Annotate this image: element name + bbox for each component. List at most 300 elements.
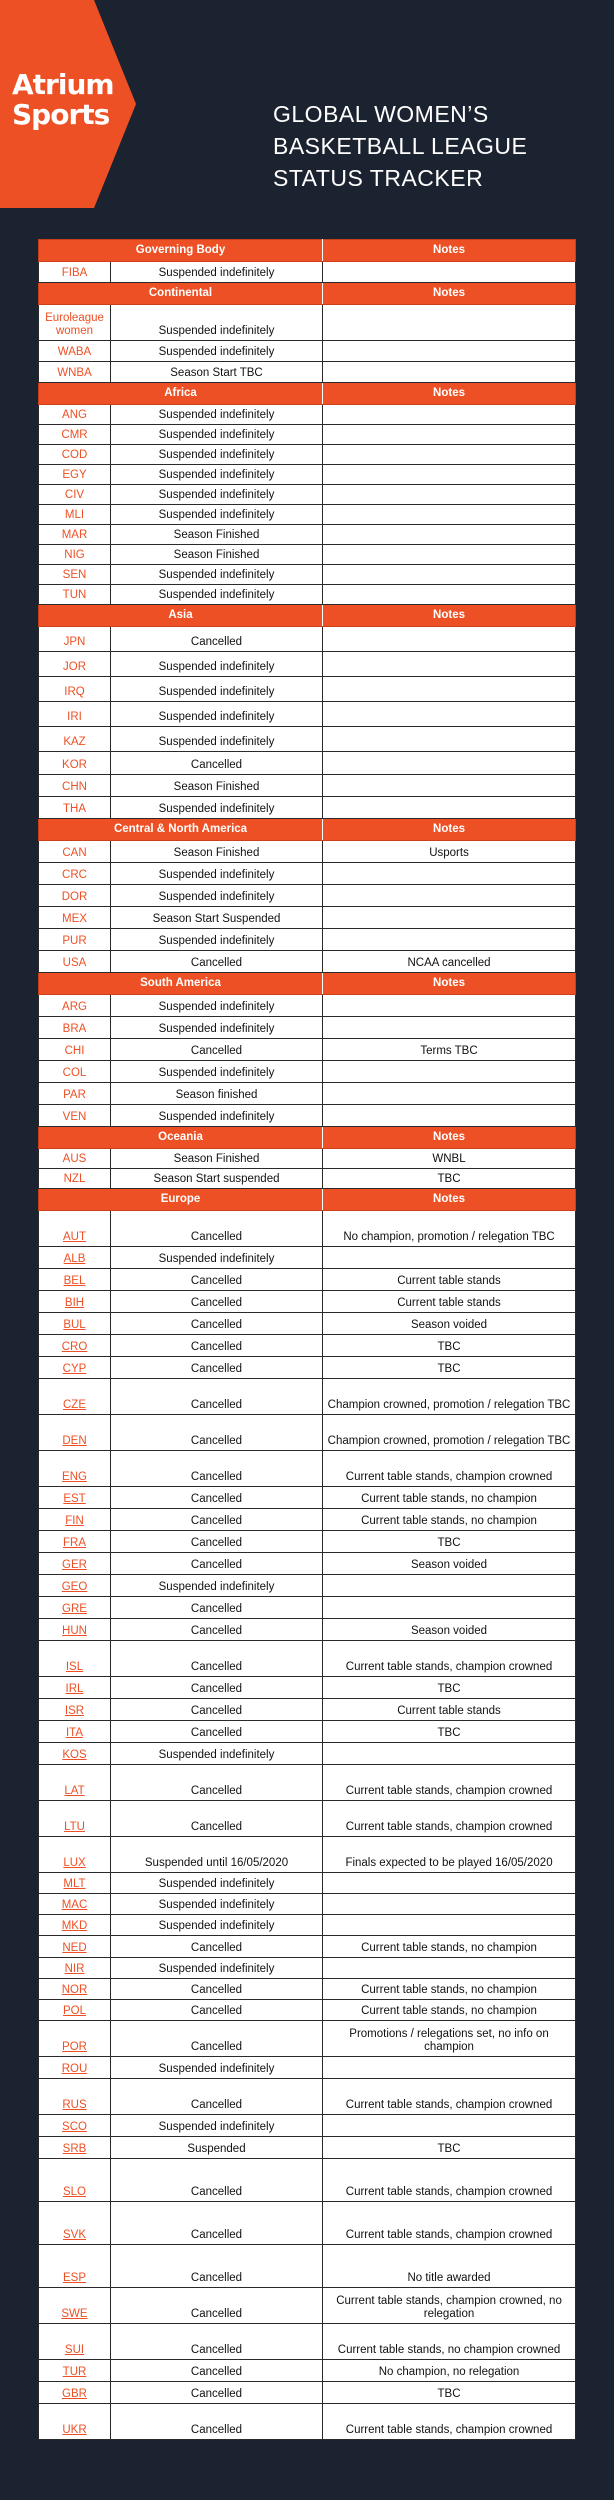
country-code: NIG <box>39 545 111 565</box>
country-code[interactable]: GER <box>39 1553 111 1575</box>
country-code[interactable]: BUL <box>39 1313 111 1335</box>
status-cell: Suspended indefinitely <box>111 727 323 752</box>
table-row <box>39 2360 576 2382</box>
country-code[interactable]: NIR <box>39 1958 111 1979</box>
notes-cell <box>323 505 576 525</box>
section-header-row <box>39 1127 576 1149</box>
country-code[interactable]: ITA <box>39 1721 111 1743</box>
section-header: Europe <box>39 1189 323 1211</box>
table-row <box>39 1083 576 1105</box>
country-code: Euroleague women <box>39 305 111 341</box>
country-code[interactable]: UKR <box>39 2404 111 2440</box>
country-code: PUR <box>39 929 111 951</box>
table-row <box>39 1677 576 1699</box>
section-header-row <box>39 240 576 262</box>
notes-cell: Season voided <box>323 1553 576 1575</box>
table-row <box>39 1451 576 1487</box>
status-cell: Cancelled <box>111 1313 323 1335</box>
country-code[interactable]: TUR <box>39 2360 111 2382</box>
notes-cell: Current table stands, champion crowned <box>323 2202 576 2245</box>
notes-cell: Current table stands, no champion <box>323 1936 576 1958</box>
notes-cell: Current table stands, no champion <box>323 1487 576 1509</box>
brand-logo <box>12 70 114 130</box>
country-code[interactable]: MLT <box>39 1873 111 1894</box>
table-row <box>39 1105 576 1127</box>
notes-cell: Current table stands, champion crowned <box>323 2159 576 2202</box>
table-row <box>39 545 576 565</box>
country-code[interactable]: GBR <box>39 2382 111 2404</box>
country-code[interactable]: MAC <box>39 1894 111 1915</box>
table-row <box>39 1509 576 1531</box>
notes-cell: Current table stands, champion crowned <box>323 1641 576 1677</box>
country-code[interactable]: SCO <box>39 2115 111 2137</box>
table-row <box>39 2245 576 2288</box>
table-row <box>39 1017 576 1039</box>
country-code: WABA <box>39 341 111 362</box>
notes-cell <box>323 1915 576 1936</box>
notes-cell: TBC <box>323 1335 576 1357</box>
country-code[interactable]: ISR <box>39 1699 111 1721</box>
title-line-1: GLOBAL WOMEN’S <box>273 101 489 127</box>
country-code[interactable]: SUI <box>39 2324 111 2360</box>
notes-cell <box>323 1597 576 1619</box>
table-row <box>39 1415 576 1451</box>
table-row <box>39 405 576 425</box>
country-code[interactable]: AUT <box>39 1211 111 1247</box>
notes-cell <box>323 907 576 929</box>
status-cell: Season Start suspended <box>111 1169 323 1189</box>
country-code[interactable]: SWE <box>39 2288 111 2324</box>
notes-cell: TBC <box>323 1531 576 1553</box>
country-code[interactable]: ALB <box>39 1247 111 1269</box>
table-row <box>39 2079 576 2115</box>
status-cell: Cancelled <box>111 1553 323 1575</box>
notes-cell: Usports <box>323 841 576 863</box>
notes-cell <box>323 465 576 485</box>
country-code: PAR <box>39 1083 111 1105</box>
table-row <box>39 1743 576 1765</box>
status-cell: Suspended indefinitely <box>111 1247 323 1269</box>
status-cell: Cancelled <box>111 2000 323 2021</box>
country-code[interactable]: CRO <box>39 1335 111 1357</box>
table-row <box>39 1801 576 1837</box>
status-cell: Suspended indefinitely <box>111 702 323 727</box>
status-cell: Cancelled <box>111 1531 323 1553</box>
country-code[interactable]: KOS <box>39 1743 111 1765</box>
status-cell: Cancelled <box>111 2288 323 2324</box>
status-cell: Suspended indefinitely <box>111 885 323 907</box>
status-cell: Suspended indefinitely <box>111 585 323 605</box>
status-cell: Cancelled <box>111 1415 323 1451</box>
status-cell: Cancelled <box>111 1619 323 1641</box>
status-cell: Season Finished <box>111 525 323 545</box>
table-row <box>39 585 576 605</box>
country-code[interactable]: HUN <box>39 1619 111 1641</box>
country-code[interactable]: FIN <box>39 1509 111 1531</box>
table-row <box>39 2324 576 2360</box>
notes-cell <box>323 1873 576 1894</box>
section-header: Central & North America <box>39 819 323 841</box>
status-cell: Cancelled <box>111 1699 323 1721</box>
section-header: Continental <box>39 283 323 305</box>
country-code[interactable]: POL <box>39 2000 111 2021</box>
notes-cell: Current table stands, champion crowned <box>323 1451 576 1487</box>
notes-cell: Current table stands <box>323 1269 576 1291</box>
table-row <box>39 863 576 885</box>
country-code[interactable]: RUS <box>39 2079 111 2115</box>
table-row <box>39 885 576 907</box>
notes-cell: Promotions / relegations set, no info on champion <box>323 2021 576 2057</box>
status-cell: Suspended indefinitely <box>111 797 323 819</box>
table-row <box>39 1247 576 1269</box>
brand-line-2: Sports <box>12 98 110 131</box>
table-row <box>39 1061 576 1083</box>
notes-cell: Season voided <box>323 1619 576 1641</box>
country-code[interactable]: LTU <box>39 1801 111 1837</box>
status-cell: Suspended indefinitely <box>111 1061 323 1083</box>
table-row <box>39 702 576 727</box>
table-row <box>39 1873 576 1894</box>
notes-cell <box>323 425 576 445</box>
country-code: AUS <box>39 1149 111 1169</box>
notes-cell: TBC <box>323 1169 576 1189</box>
notes-cell <box>323 677 576 702</box>
notes-cell <box>323 1743 576 1765</box>
status-cell: Cancelled <box>111 2021 323 2057</box>
status-cell: Cancelled <box>111 1677 323 1699</box>
status-cell: Suspended indefinitely <box>111 305 323 341</box>
section-header-row <box>39 1189 576 1211</box>
title-line-3: STATUS TRACKER <box>273 165 484 191</box>
table-row <box>39 752 576 775</box>
country-code[interactable]: NED <box>39 1936 111 1958</box>
status-cell: Cancelled <box>111 1451 323 1487</box>
notes-cell <box>323 885 576 907</box>
country-code: MAR <box>39 525 111 545</box>
notes-cell: TBC <box>323 1721 576 1743</box>
table-row <box>39 1291 576 1313</box>
table-row <box>39 1357 576 1379</box>
status-table-container <box>38 239 575 2440</box>
country-code[interactable]: ENG <box>39 1451 111 1487</box>
notes-header: Notes <box>323 1127 576 1149</box>
table-row <box>39 727 576 752</box>
status-cell: Cancelled <box>111 1721 323 1743</box>
table-row <box>39 1765 576 1801</box>
country-code[interactable]: BEL <box>39 1269 111 1291</box>
status-cell: Suspended indefinitely <box>111 341 323 362</box>
table-row <box>39 1699 576 1721</box>
status-cell: Season Start TBC <box>111 362 323 383</box>
status-cell: Suspended indefinitely <box>111 652 323 677</box>
section-header-row <box>39 383 576 405</box>
notes-cell <box>323 727 576 752</box>
notes-cell: Current table stands, no champion crowned <box>323 2324 576 2360</box>
table-row <box>39 485 576 505</box>
table-row <box>39 1039 576 1061</box>
status-cell: Suspended indefinitely <box>111 995 323 1017</box>
table-row <box>39 1531 576 1553</box>
country-code[interactable]: FRA <box>39 1531 111 1553</box>
status-cell: Suspended indefinitely <box>111 863 323 885</box>
status-cell: Cancelled <box>111 1641 323 1677</box>
status-cell: Suspended indefinitely <box>111 677 323 702</box>
notes-cell: WNBL <box>323 1149 576 1169</box>
table-row <box>39 1575 576 1597</box>
country-code[interactable]: CYP <box>39 1357 111 1379</box>
status-cell: Cancelled <box>111 1335 323 1357</box>
notes-cell: Current table stands, champion crowned, no relegation <box>323 2288 576 2324</box>
status-cell: Suspended until 16/05/2020 <box>111 1837 323 1873</box>
country-code: JPN <box>39 627 111 652</box>
notes-cell <box>323 1083 576 1105</box>
country-code[interactable]: ROU <box>39 2057 111 2079</box>
brand-line-1: Atrium <box>12 68 114 101</box>
status-cell: Season Finished <box>111 1149 323 1169</box>
status-table-body <box>39 240 576 2440</box>
table-row <box>39 1379 576 1415</box>
status-cell: Season Finished <box>111 545 323 565</box>
table-row <box>39 1149 576 1169</box>
table-row <box>39 951 576 973</box>
status-cell: Cancelled <box>111 1509 323 1531</box>
section-header-row <box>39 605 576 627</box>
status-cell: Cancelled <box>111 2202 323 2245</box>
notes-cell: NCAA cancelled <box>323 951 576 973</box>
status-cell: Suspended indefinitely <box>111 445 323 465</box>
status-cell: Cancelled <box>111 1487 323 1509</box>
notes-cell: No champion, promotion / relegation TBC <box>323 1211 576 1247</box>
status-cell: Suspended indefinitely <box>111 1743 323 1765</box>
notes-cell: TBC <box>323 1677 576 1699</box>
table-row <box>39 2382 576 2404</box>
status-cell: Cancelled <box>111 1597 323 1619</box>
notes-cell: TBC <box>323 2137 576 2159</box>
table-row <box>39 525 576 545</box>
country-code[interactable]: ESP <box>39 2245 111 2288</box>
table-row <box>39 2404 576 2440</box>
notes-header: Notes <box>323 383 576 405</box>
status-cell: Suspended indefinitely <box>111 1575 323 1597</box>
table-row <box>39 445 576 465</box>
country-code: IRQ <box>39 677 111 702</box>
country-code[interactable]: ISL <box>39 1641 111 1677</box>
status-cell: Suspended indefinitely <box>111 1105 323 1127</box>
table-row <box>39 677 576 702</box>
notes-cell <box>323 1247 576 1269</box>
notes-cell: Current table stands, champion crowned <box>323 2404 576 2440</box>
table-row <box>39 1553 576 1575</box>
country-code: ARG <box>39 995 111 1017</box>
status-cell: Suspended indefinitely <box>111 1873 323 1894</box>
country-code: MEX <box>39 907 111 929</box>
country-code[interactable]: POR <box>39 2021 111 2057</box>
table-row <box>39 1335 576 1357</box>
country-code: DOR <box>39 885 111 907</box>
notes-cell <box>323 1894 576 1915</box>
status-cell: Suspended indefinitely <box>111 262 323 283</box>
table-row <box>39 1979 576 2000</box>
country-code[interactable]: DEN <box>39 1415 111 1451</box>
section-header: South America <box>39 973 323 995</box>
notes-cell: Current table stands, no champion <box>323 1979 576 2000</box>
notes-cell <box>323 1958 576 1979</box>
table-row <box>39 1313 576 1335</box>
country-code[interactable]: SRB <box>39 2137 111 2159</box>
status-cell: Suspended indefinitely <box>111 929 323 951</box>
table-row <box>39 305 576 341</box>
section-header: Oceania <box>39 1127 323 1149</box>
table-row <box>39 1894 576 1915</box>
status-cell: Cancelled <box>111 951 323 973</box>
status-cell: Cancelled <box>111 1379 323 1415</box>
status-cell: Cancelled <box>111 1357 323 1379</box>
status-cell: Season Finished <box>111 841 323 863</box>
table-row <box>39 505 576 525</box>
notes-cell <box>323 1017 576 1039</box>
notes-cell <box>323 565 576 585</box>
table-row <box>39 425 576 445</box>
table-row <box>39 627 576 652</box>
status-cell: Suspended indefinitely <box>111 565 323 585</box>
table-row <box>39 2115 576 2137</box>
table-row <box>39 1936 576 1958</box>
table-row <box>39 2021 576 2057</box>
notes-cell: Finals expected to be played 16/05/2020 <box>323 1837 576 1873</box>
notes-cell <box>323 995 576 1017</box>
status-cell: Cancelled <box>111 2245 323 2288</box>
table-row <box>39 362 576 383</box>
status-cell: Suspended indefinitely <box>111 485 323 505</box>
country-code[interactable]: MKD <box>39 1915 111 1936</box>
status-cell: Cancelled <box>111 2079 323 2115</box>
country-code: ANG <box>39 405 111 425</box>
status-cell: Suspended indefinitely <box>111 1017 323 1039</box>
notes-cell: Champion crowned, promotion / relegation TBC <box>323 1415 576 1451</box>
country-code: JOR <box>39 652 111 677</box>
status-cell: Season Start Suspended <box>111 907 323 929</box>
page-title <box>273 98 527 194</box>
notes-cell <box>323 1061 576 1083</box>
country-code: EGY <box>39 465 111 485</box>
status-cell: Cancelled <box>111 1801 323 1837</box>
notes-cell: Current table stands, no champion <box>323 2000 576 2021</box>
notes-cell <box>323 545 576 565</box>
status-cell: Cancelled <box>111 627 323 652</box>
status-cell: Cancelled <box>111 2159 323 2202</box>
table-row <box>39 341 576 362</box>
country-code[interactable]: SLO <box>39 2159 111 2202</box>
country-code: KAZ <box>39 727 111 752</box>
table-row <box>39 565 576 585</box>
country-code: BRA <box>39 1017 111 1039</box>
country-code[interactable]: IRL <box>39 1677 111 1699</box>
status-cell: Suspended indefinitely <box>111 405 323 425</box>
notes-header: Notes <box>323 283 576 305</box>
notes-cell <box>323 702 576 727</box>
table-row <box>39 2202 576 2245</box>
table-row <box>39 1597 576 1619</box>
notes-cell: No title awarded <box>323 2245 576 2288</box>
status-cell: Cancelled <box>111 1979 323 2000</box>
country-code: KOR <box>39 752 111 775</box>
notes-cell <box>323 1105 576 1127</box>
country-code[interactable]: EST <box>39 1487 111 1509</box>
country-code: VEN <box>39 1105 111 1127</box>
table-row <box>39 1619 576 1641</box>
notes-cell: Current table stands, champion crowned <box>323 1765 576 1801</box>
country-code: WNBA <box>39 362 111 383</box>
notes-cell: No champion, no relegation <box>323 2360 576 2382</box>
table-row <box>39 262 576 283</box>
notes-cell <box>323 305 576 341</box>
country-code[interactable]: BIH <box>39 1291 111 1313</box>
table-row <box>39 995 576 1017</box>
status-cell: Cancelled <box>111 2324 323 2360</box>
country-code: CIV <box>39 485 111 505</box>
status-cell: Cancelled <box>111 752 323 775</box>
country-code[interactable]: CZE <box>39 1379 111 1415</box>
notes-cell: Champion crowned, promotion / relegation TBC <box>323 1379 576 1415</box>
status-cell: Season finished <box>111 1083 323 1105</box>
notes-cell: Current table stands <box>323 1291 576 1313</box>
section-header: Asia <box>39 605 323 627</box>
notes-cell: TBC <box>323 2382 576 2404</box>
status-cell: Cancelled <box>111 1291 323 1313</box>
country-code[interactable]: GEO <box>39 1575 111 1597</box>
country-code[interactable]: SVK <box>39 2202 111 2245</box>
section-header: Governing Body <box>39 240 323 262</box>
table-row <box>39 1211 576 1247</box>
notes-cell <box>323 485 576 505</box>
status-cell: Season Finished <box>111 775 323 797</box>
status-cell: Cancelled <box>111 1039 323 1061</box>
notes-header: Notes <box>323 605 576 627</box>
table-row <box>39 797 576 819</box>
section-header-row <box>39 819 576 841</box>
section-header: Africa <box>39 383 323 405</box>
notes-cell <box>323 2115 576 2137</box>
country-code[interactable]: NOR <box>39 1979 111 2000</box>
notes-cell <box>323 585 576 605</box>
notes-cell <box>323 863 576 885</box>
table-row <box>39 929 576 951</box>
notes-cell <box>323 405 576 425</box>
notes-cell: TBC <box>323 1357 576 1379</box>
country-code: THA <box>39 797 111 819</box>
status-cell: Cancelled <box>111 2404 323 2440</box>
table-row <box>39 1169 576 1189</box>
notes-cell: Current table stands, no champion <box>323 1509 576 1531</box>
table-row <box>39 2159 576 2202</box>
status-cell: Suspended indefinitely <box>111 1894 323 1915</box>
notes-header: Notes <box>323 1189 576 1211</box>
notes-cell <box>323 752 576 775</box>
status-cell: Cancelled <box>111 1211 323 1247</box>
country-code: TUN <box>39 585 111 605</box>
country-code[interactable]: GRE <box>39 1597 111 1619</box>
country-code[interactable]: LUX <box>39 1837 111 1873</box>
country-code: CAN <box>39 841 111 863</box>
notes-cell <box>323 445 576 465</box>
table-row <box>39 652 576 677</box>
country-code: NZL <box>39 1169 111 1189</box>
country-code[interactable]: LAT <box>39 1765 111 1801</box>
table-row <box>39 2288 576 2324</box>
country-code: FIBA <box>39 262 111 283</box>
status-cell: Suspended indefinitely <box>111 465 323 485</box>
notes-cell <box>323 797 576 819</box>
